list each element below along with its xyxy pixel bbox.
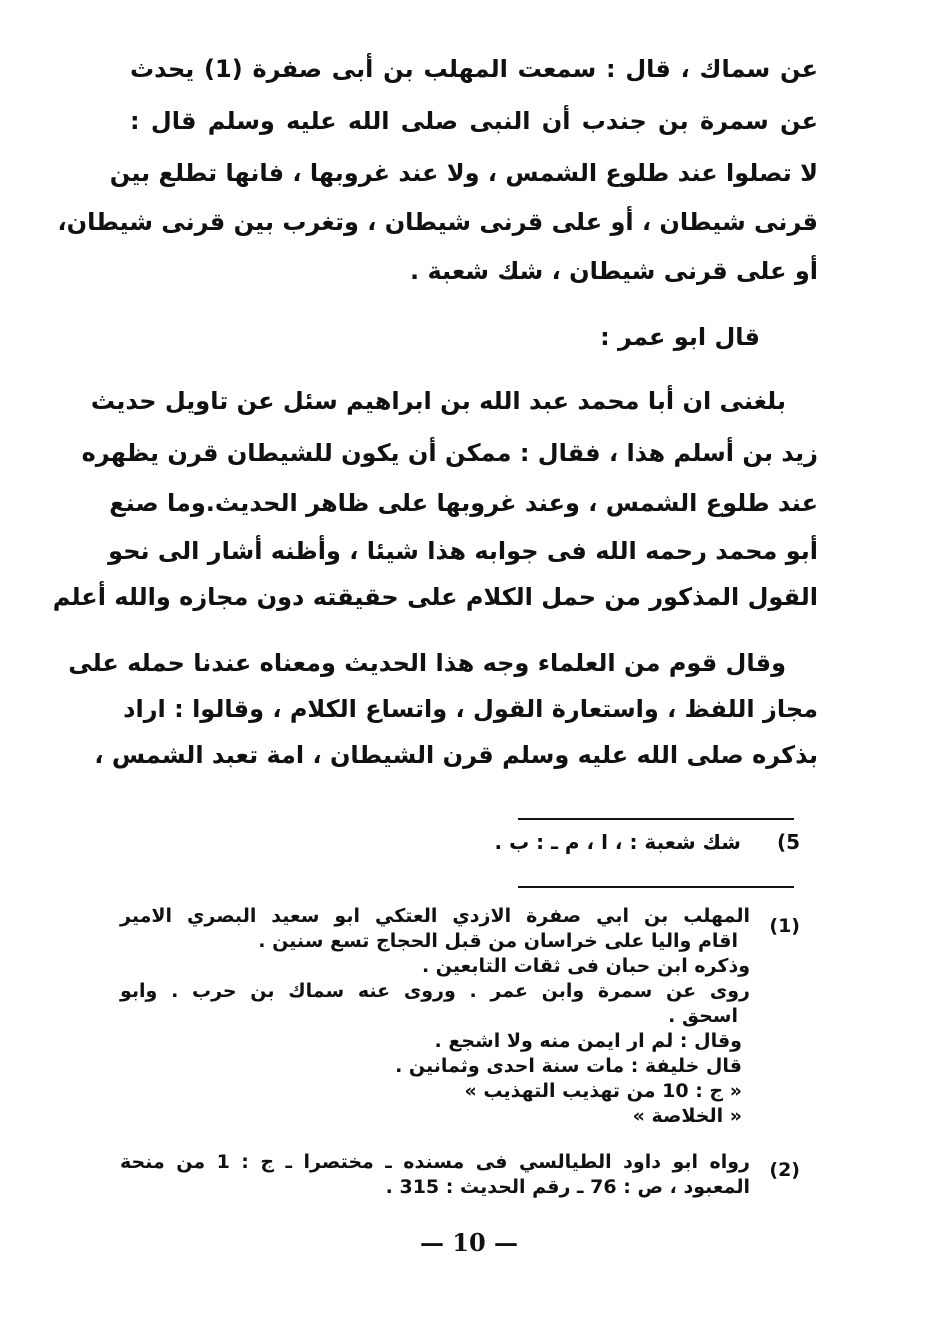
footnote-line: رواه ابو داود الطيالسي فى مسنده ـ مختصرا ـ ج : 1 من منحة	[120, 1151, 750, 1173]
body-line: وقال قوم من العلماء وجه هذا الحديث ومعناه عندنا حمله على	[68, 649, 786, 677]
footnote-line: المعبود ، ص : 76 ـ رقم الحديث : 315 .	[385, 1176, 750, 1198]
footnote-line: المهلب بن ابي صفرة الازدي العتكي ابو سعيد البصري الامير	[120, 905, 750, 927]
body-line: بذكره صلى الله عليه وسلم قرن الشيطان ، امة تعبد الشمس ،	[94, 741, 818, 769]
footnote-line: « ج : 10 من تهذيب التهذيب »	[464, 1080, 742, 1102]
footnote-number: (2)	[769, 1159, 800, 1181]
variant-note-number: 5)	[776, 830, 800, 854]
body-line: زيد بن أسلم هذا ، فقال : ممكن أن يكون للشيطان قرن يظهره	[81, 439, 818, 467]
footnote-number: (1)	[769, 915, 800, 937]
body-line: القول المذكور من حمل الكلام على حقيقته دون مجازه والله أعلم	[52, 583, 818, 611]
body-line: بلغنى ان أبا محمد عبد الله بن ابراهيم سئل عن تاويل حديث	[90, 387, 786, 415]
page-number: — 10 —	[419, 1228, 519, 1257]
body-line: مجاز اللفظ ، واستعارة القول ، واتساع الكلام ، وقالوا : اراد	[123, 695, 818, 723]
body-line: أبو محمد رحمه الله فى جوابه هذا شيئا ، وأظنه أشار الى نحو	[108, 537, 818, 565]
body-line: لا تصلوا عند طلوع الشمس ، ولا عند غروبها ، فانها تطلع بين	[109, 159, 818, 187]
footnote-line: وذكره ابن حبان فى ثقات التابعين .	[421, 955, 750, 977]
footnote-line: وقال : لم ار ايمن منه ولا اشجع .	[434, 1030, 742, 1052]
variant-note-text: شك شعبة : ، ا ، م ـ : ب .	[494, 830, 741, 854]
footnote-line: « الخلاصة »	[632, 1105, 742, 1127]
footnote-line: قال خليفة : مات سنة احدى وثمانين .	[395, 1055, 742, 1077]
body-line: عند طلوع الشمس ، وعند غروبها على ظاهر الحديث.وما صنع	[109, 489, 818, 517]
body-line: عن سمرة بن جندب أن النبى صلى الله عليه وسلم قال :	[130, 107, 818, 135]
section-heading: قال ابو عمر :	[600, 323, 760, 351]
body-line: أو على قرنى شيطان ، شك شعبة .	[410, 257, 818, 285]
footnote-line: اسحق .	[668, 1005, 738, 1027]
body-line: عن سماك ، قال : سمعت المهلب بن أبى صفرة (1) يحدث	[130, 55, 818, 83]
footnote-body	[120, 1150, 788, 1200]
footnote-line: اقام واليا على خراسان من قبل الحجاج تسع سنين .	[258, 930, 738, 952]
body-line: قرنى شيطان ، أو على قرنى شيطان ، وتغرب بين قرنى شيطان،	[57, 208, 818, 236]
footnote-line: روى عن سمرة وابن عمر . وروى عنه سماك بن حرب . وابو	[120, 980, 750, 1002]
